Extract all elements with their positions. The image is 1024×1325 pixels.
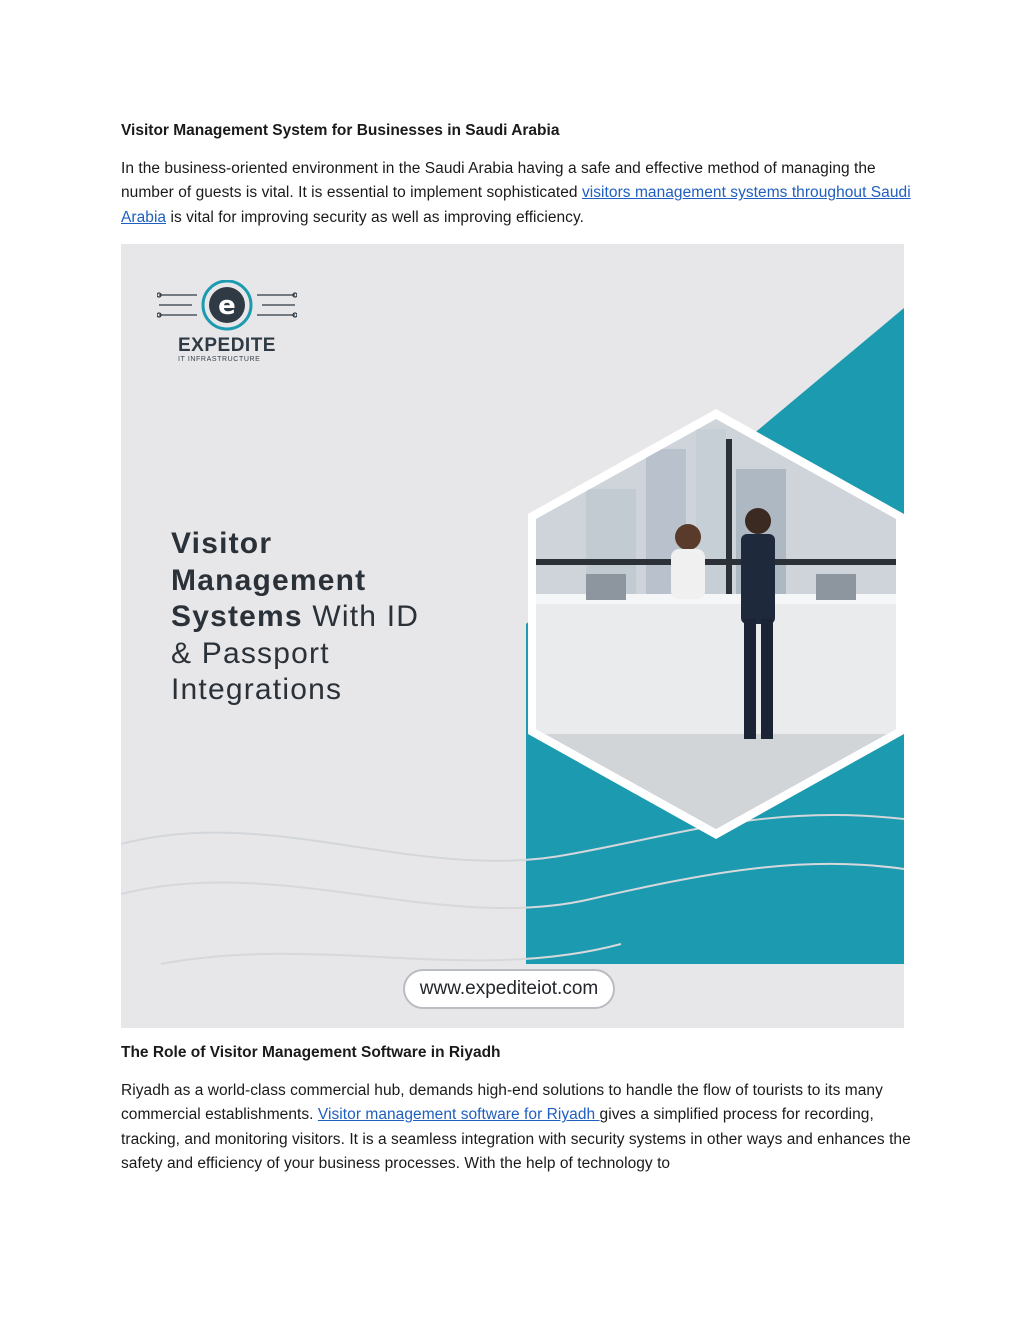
- role-paragraph: [121, 1079, 911, 1176]
- headline-line-3-rest: With ID: [302, 600, 420, 633]
- headline-line-2: Management: [171, 563, 367, 597]
- svg-text:e: e: [218, 291, 236, 321]
- headline-line-5: Integrations: [171, 673, 343, 706]
- intro-text-after: is vital for improving security as well as improving efficiency.: [166, 208, 584, 226]
- riyadh-software-link[interactable]: Visitor management software for Riyadh: [317, 1106, 600, 1124]
- role-text-after: gives a simplified process for recording, tracking, and monitoring visitors. It is a seamless integration with security systems in other ways and enhances the safety and efficiency of your business processes. With the help of technology to: [121, 1106, 911, 1172]
- visitors-management-link[interactable]: visitors management systems throughout Saudi Arabia: [121, 184, 911, 226]
- role-text-before: Riyadh as a world-class commercial hub, demands high-end solutions to handle the flow of tourists to its many commercial establishments.: [121, 1082, 883, 1124]
- article-title: Visitor Management System for Businesses in Saudi Arabia: [121, 122, 560, 139]
- promo-banner-image: [121, 244, 904, 1028]
- banner-headline: [171, 526, 419, 709]
- headline-line-4: & Passport: [171, 636, 330, 670]
- section-title: The Role of Visitor Management Software in Riyadh: [121, 1044, 501, 1061]
- headline-line-1: Visitor: [171, 527, 273, 560]
- logo-name: EXPEDITE: [178, 335, 276, 356]
- headline-line-3: [171, 599, 419, 636]
- website-url-badge: www.expediteiot.com: [403, 969, 615, 1009]
- intro-paragraph: [121, 157, 911, 230]
- hexagon-photo-frame: [526, 409, 904, 839]
- headline-line-3-bold: Systems: [171, 600, 303, 633]
- intro-text-before: In the business-oriented environment in the Saudi Arabia having a safe and effective method of managing the number of guests is vital. It is essential to implement sophisticated: [121, 160, 876, 202]
- logo-subtitle: IT INFRASTRUCTURE: [178, 356, 261, 363]
